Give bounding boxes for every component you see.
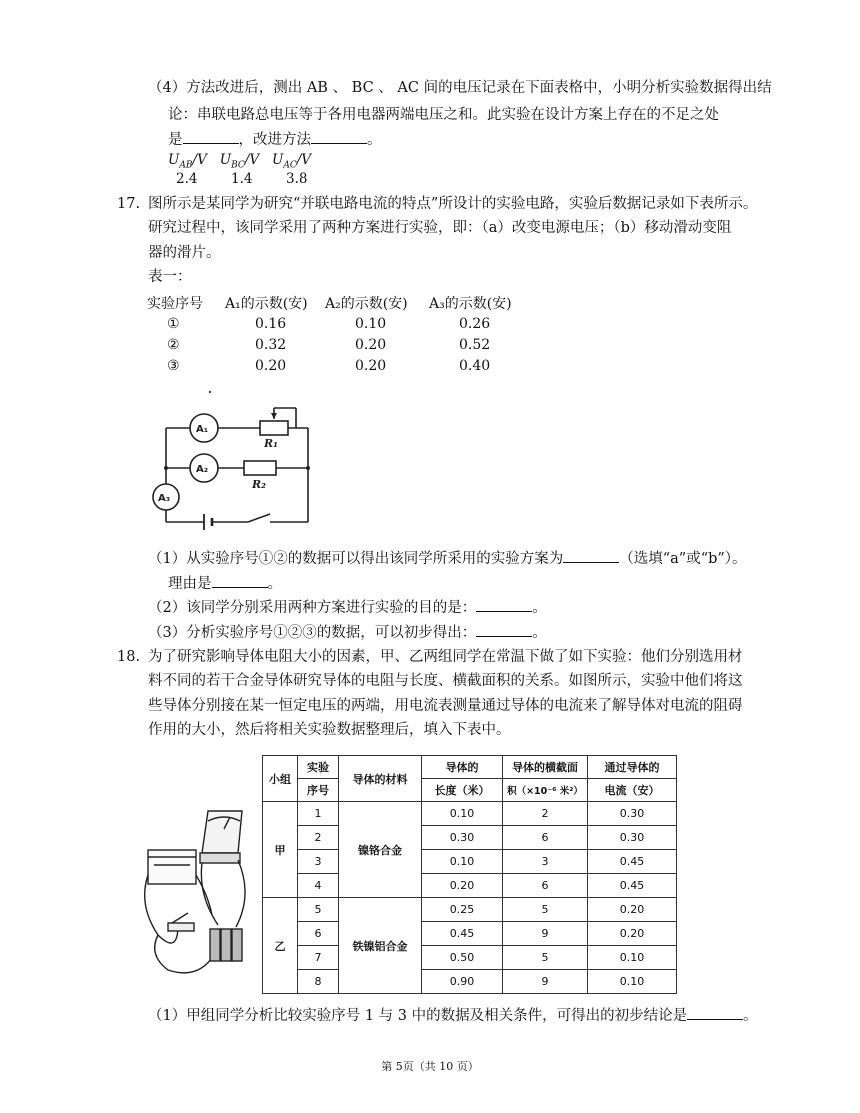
table-header: A₃的示数(安)	[429, 295, 512, 312]
q17-line2: 研究过程中，该同学采用了两种方案进行实验，即：（a）改变电源电压；（b）移动滑动变阻	[148, 220, 732, 236]
q17-line3: 器的滑片。	[148, 245, 221, 261]
table-cell: 8	[298, 970, 339, 994]
answer-blank[interactable]	[687, 1005, 743, 1020]
table-cell: ③	[167, 357, 180, 374]
ammeter-a3-label: A₃	[158, 493, 171, 504]
table-cell: 0.45	[588, 874, 677, 898]
table-row	[263, 874, 677, 898]
table-cell: 0.30	[588, 826, 677, 850]
q16-4-line2: 论：串联电路总电压等于各用电器两端电压之和。此实验在设计方案上存在的不足之处	[168, 107, 719, 123]
table-cell: 3	[298, 850, 339, 874]
table-header: 通过导体的	[588, 756, 677, 779]
table-cell: 0.50	[422, 946, 503, 970]
q17-sub1-reason: 理由是 。	[168, 572, 282, 596]
q17-sub1: （1）从实验序号①②的数据可以得出该同学所采用的实验方案为 （选填“a”或“b”）。	[148, 547, 747, 571]
table-row	[147, 334, 529, 355]
table-header: 序号	[298, 779, 339, 802]
table-caption: 表一：	[148, 269, 192, 285]
table-cell: 0.20	[588, 898, 677, 922]
resistor-r2-label: R₂	[252, 478, 266, 491]
table-cell: 0.20	[255, 357, 287, 374]
circuit-diagram	[146, 388, 326, 530]
q18-line1: 为了研究影响导体电阻大小的因素，甲、乙两组同学在常温下做了如下实验：他们分别选用材	[148, 649, 743, 665]
table-cell: 0.30	[588, 802, 677, 826]
table-row	[147, 313, 529, 334]
answer-blank[interactable]	[212, 573, 268, 588]
table-cell: 9	[503, 922, 588, 946]
table-cell: 7	[298, 946, 339, 970]
table-cell: 5	[503, 898, 588, 922]
table-cell: 0.10	[588, 946, 677, 970]
table-header: 长度（米）	[422, 779, 503, 802]
q18-line4: 作用的大小，然后将相关实验数据整理后，填入下表中。	[148, 722, 511, 738]
answer-blank[interactable]	[311, 129, 367, 144]
table-header: 积（×10⁻⁶ 米²）	[503, 779, 588, 802]
table-cell: 0.20	[422, 874, 503, 898]
table-cell: 5	[298, 898, 339, 922]
table-cell: 0.30	[422, 826, 503, 850]
table-header: 小组	[263, 756, 298, 802]
table-cell: 6	[298, 922, 339, 946]
table-cell: 0.32	[255, 336, 287, 353]
table-cell: 9	[503, 970, 588, 994]
table-row	[263, 922, 677, 946]
answer-blank[interactable]	[563, 548, 619, 563]
table-cell: 0.10	[588, 970, 677, 994]
table-cell: 5	[503, 946, 588, 970]
voltage-headers	[168, 152, 311, 171]
table-header: A₁的示数(安)	[225, 295, 308, 312]
q18-sub1: （1）甲组同学分析比较实验序号 1 与 3 中的数据及相关条件，可得出的初步结论是 。	[148, 1004, 758, 1028]
header-uab: $U_{AB}/V$	[168, 152, 207, 171]
table-cell: 0.52	[459, 336, 491, 353]
table-row	[147, 355, 529, 376]
table-header: 导体的横截面	[503, 756, 588, 779]
table-cell: ①	[167, 315, 180, 332]
q18-line2: 料不同的若干合金导体研究导体的电阻与长度、横截面积的关系。如图所示，实验中他们将这	[148, 673, 743, 689]
group-cell: 甲	[263, 802, 298, 898]
answer-blank[interactable]	[183, 129, 239, 144]
apparatus-illustration	[138, 805, 264, 983]
table-cell: 0.45	[422, 922, 503, 946]
table-row	[263, 970, 677, 994]
table-cell: 0.20	[588, 922, 677, 946]
table-cell: 0.10	[422, 850, 503, 874]
table-row	[263, 946, 677, 970]
q16-4-line1: （4）方法改进后，测出 AB 、 BC 、 AC 间的电压记录在下面表格中，小明分析实验数据得出结	[148, 80, 772, 96]
table-cell: 0.16	[255, 315, 287, 332]
answer-blank[interactable]	[476, 597, 532, 612]
table-cell: 3	[503, 850, 588, 874]
table-row	[263, 850, 677, 874]
material-cell: 镍铬合金	[339, 802, 422, 898]
table-cell: ②	[167, 336, 180, 353]
table-cell: 0.45	[588, 850, 677, 874]
voltage-value-ab: 2.4	[176, 171, 198, 187]
table-header: 实验序号	[147, 295, 203, 312]
table-header: 实验	[298, 756, 339, 779]
page-footer: 第 5页（共 10 页）	[381, 1060, 479, 1073]
q17-data-table	[147, 292, 529, 376]
table-header: 电流（安）	[588, 779, 677, 802]
voltage-value-bc: 1.4	[231, 171, 253, 187]
table-cell: 6	[503, 874, 588, 898]
q16-4-line3: 是 ，改进方法 。	[168, 128, 382, 152]
header-ubc: $U_{BC}/V$	[219, 152, 260, 171]
table-header-row	[147, 292, 529, 313]
resistor-r1-label: R₁	[264, 437, 278, 450]
table-cell: 0.25	[422, 898, 503, 922]
header-uac: $U_{AC}/V$	[271, 152, 312, 171]
table-row	[263, 898, 677, 922]
table-cell: 0.20	[355, 357, 387, 374]
table-header: A₂的示数(安)	[325, 295, 408, 312]
table-cell: 0.20	[355, 336, 387, 353]
table-cell: 0.10	[422, 802, 503, 826]
q17-sub2: （2）该同学分别采用两种方案进行实验的目的是： 。	[148, 596, 547, 620]
table-row	[263, 826, 677, 850]
table-cell: 6	[503, 826, 588, 850]
ammeter-a1-label: A₁	[196, 424, 209, 435]
q18-number: 18.	[117, 649, 141, 665]
table-cell: 0.40	[459, 357, 491, 374]
table-header: 导体的材料	[339, 756, 422, 802]
table-cell: 0.90	[422, 970, 503, 994]
material-cell: 铁镍铝合金	[339, 898, 422, 994]
voltage-value-ac: 3.8	[286, 171, 308, 187]
q18-line3: 些导体分别接在某一恒定电压的两端，用电流表测量通过导体的电流来了解导体对电流的阻碍	[148, 698, 743, 714]
table-row	[263, 802, 677, 826]
table-cell: 0.26	[459, 315, 491, 332]
table-cell: 4	[298, 874, 339, 898]
table-cell: 0.10	[355, 315, 387, 332]
table-cell: 2	[298, 826, 339, 850]
q17-line1: 图所示是某同学为研究“并联电路电流的特点”所设计的实验电路，实验后数据记录如下表所示。	[148, 196, 758, 212]
table-header: 导体的	[422, 756, 503, 779]
group-cell: 乙	[263, 898, 298, 994]
table-cell: 1	[298, 802, 339, 826]
answer-blank[interactable]	[476, 622, 532, 637]
q18-data-table	[262, 755, 677, 994]
table-cell: 2	[503, 802, 588, 826]
q17-sub3: （3）分析实验序号①②③的数据，可以初步得出： 。	[148, 621, 547, 645]
ammeter-a2-label: A₂	[196, 464, 209, 475]
q17-number: 17.	[117, 196, 141, 212]
